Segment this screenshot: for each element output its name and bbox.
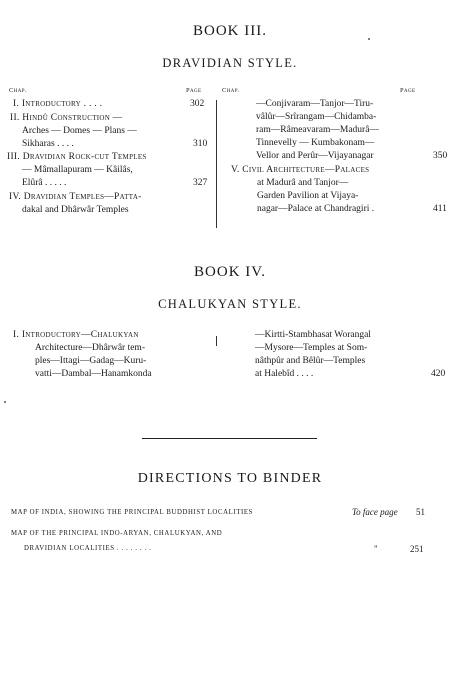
toc-line: —Conjivaram—Tanjor—Tiru- [256,99,374,109]
book3-subtitle: DRAVIDIAN STYLE. [162,56,298,70]
toc-entry-ch4-cont [256,98,456,163]
book3-left-chap-header: Chap. [9,87,27,94]
toc-line: V. Civil Architecture—Palaces [231,165,370,175]
toc-entry-b4-ch1 [13,329,218,381]
binder-item-2-text: MAP OF THE PRINCIPAL INDO-ARYAN, CHALUKYAN, AND [11,530,223,537]
binder-item-3-text: DRAVIDIAN LOCALITIES . . . . . . . . [24,545,152,552]
toc-line: — Mâmallapuram — Kâilâs, [22,165,133,175]
toc-line: vatti—Dambal—Hanamkonda [35,369,152,379]
toc-line: I. Introductory—Chalukyan [13,330,139,340]
binder-item-1-page: 51 [416,507,425,517]
toc-entry-ch5 [231,164,441,216]
book3-left-page-header: Page [186,87,202,94]
toc-line: Vellor and Perûr—Vijayanagar [256,151,374,161]
toc-entry-ch3 [7,151,217,190]
toc-line: Arches — Domes — Plans — [22,126,137,136]
binder-item-3-page-label: " [374,544,378,554]
toc-line: ram—Râmeavaram—Madurâ— [256,125,379,135]
toc-page-ch5: 411 [433,204,447,214]
binder-item-3-page: 251 [410,544,424,554]
toc-line: —Mysore—Temples at Som- [255,343,368,353]
toc-entry-ch1 [13,98,213,111]
toc-line: Garden Pavilion at Vijaya- [257,191,359,201]
page-speck [368,38,370,40]
toc-line: nagar—Palace at Chandragiri . [257,204,375,214]
book3-right-chap-header: Chap. [222,87,240,94]
toc-line: vâlûr—Srîrangam—Chidamba- [256,112,377,122]
binder-title: DIRECTIONS TO BINDER [137,471,323,486]
section-rule [142,438,317,439]
toc-line: III. Dravidian Rock-cut Temples [7,152,147,162]
toc-line: ples—Ittagi—Gadag—Kuru- [35,356,147,366]
book3-heading: BOOK III. [193,23,267,39]
toc-page-ch2: 310 [193,139,208,149]
toc-line: Tinnevelly — Kumbakonam— [256,138,375,148]
toc-page-ch4: 350 [433,151,448,161]
binder-item-1-page-label: To face page [352,507,398,517]
binder-item-1-text: MAP OF INDIA, SHOWING THE PRINCIPAL BUDDHIST LOCALITIES [11,509,253,516]
toc-line: dakal and Dhârwâr Temples [22,205,129,215]
toc-line: Elûrâ . . . . . [22,178,67,188]
book4-subtitle: CHALUKYAN STYLE. [158,297,302,311]
toc-line: at Madurâ and Tanjor— [257,178,349,188]
book4-heading: BOOK IV. [194,264,266,280]
toc-line: Sikharas . . . . [22,139,74,149]
toc-line: IV. Dravidian Temples—Patta- [9,192,142,202]
toc-page-b4-ch1: 420 [431,369,446,379]
toc-page-ch1: 302 [190,99,205,109]
toc-line: Architecture—Dhârwâr tem- [35,343,145,353]
toc-entry-ch2 [10,112,210,151]
toc-entry-ch4 [9,191,209,217]
toc-page-ch3: 327 [193,178,208,188]
toc-line: —Kirtti-Stambhasat Worangal [255,330,371,340]
book3-right-page-header: Page [400,87,416,94]
toc-line: I. Introductory . . . . [13,99,103,109]
toc-line: II. Hindû Construction — [10,113,123,123]
toc-line: nâthpûr and Bêlûr—Temples [255,356,366,366]
toc-entry-b4-ch1-cont [255,329,455,381]
page-speck [4,401,6,403]
toc-line: at Halebîd . . . . [255,369,314,379]
